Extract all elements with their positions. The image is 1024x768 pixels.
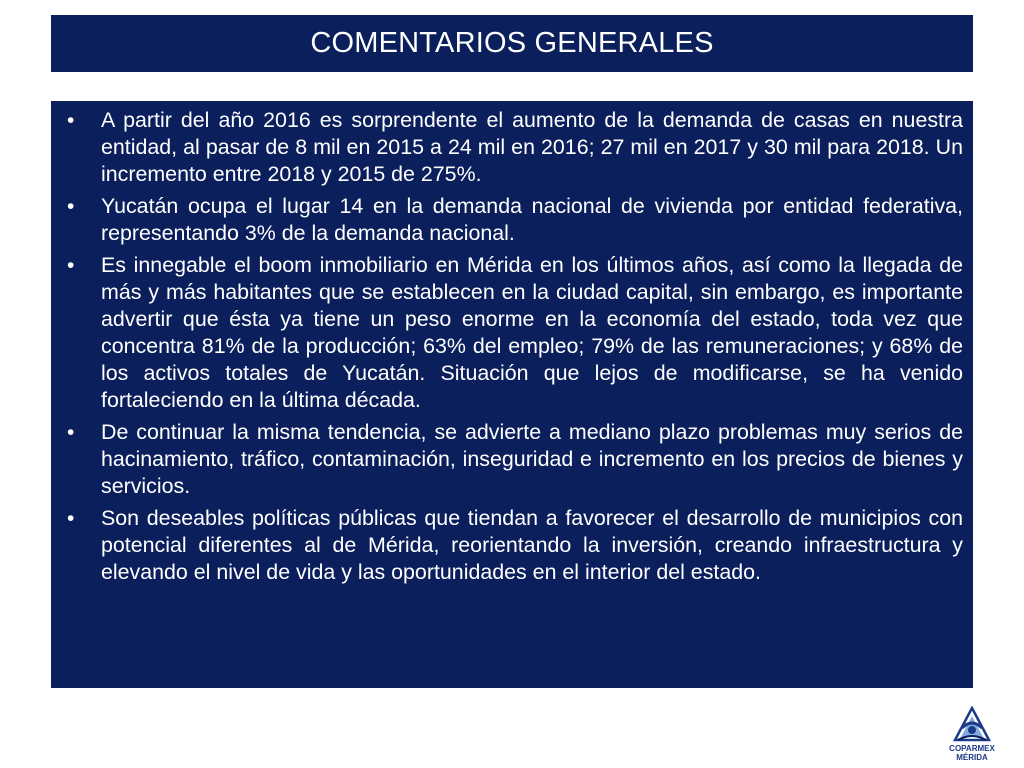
bullet-dot-icon: • [67,507,75,530]
bullet-text: De continuar la misma tendencia, se advierte a mediano plazo problemas muy serios de hacinamiento, tráfico, contaminación, inseguridad e incremento en los precios de bienes y servicios. [101,420,963,498]
bullet-dot-icon: • [67,195,75,218]
logo-text-line1: COPARMEX [949,744,995,753]
bullet-dot-icon: • [67,254,75,277]
page-title: COMENTARIOS GENERALES [310,27,714,59]
bullet-dot-icon: • [67,421,75,444]
bullet-text: A partir del año 2016 es sorprendente el aumento de la demanda de casas en nuestra entidad, al pasar de 8 mil en 2015 a 24 mil en 2016; 27 mil en 2017 y 30 mil para 2018. Un incremento entre 2018 y 2015 de 275%. [101,108,963,186]
content-panel [51,101,973,688]
bullet-dot-icon: • [67,109,75,132]
title-bar [51,15,973,72]
bullet-text: Son deseables políticas públicas que tiendan a favorecer el desarrollo de municipios con potencial diferentes al de Mérida, reorientando la inversión, creando infraestructura y elevando el nivel de vida y las oportunidades en el interior del estado. [101,506,963,584]
coparmex-logo [940,706,1004,764]
bullet-item [61,419,963,500]
bullet-text: Yucatán ocupa el lugar 14 en la demanda nacional de vivienda por entidad federativa, representando 3% de la demanda nacional. [101,194,963,245]
bullet-list [61,107,963,586]
bullet-item [61,252,963,414]
bullet-text: Es innegable el boom inmobiliario en Mérida en los últimos años, así como la llegada de más y más habitantes que se establecen en la ciudad capital, sin embargo, es importante advertir que ésta ya tiene un peso enorme en la economía del estado, toda vez que concentra 81% de la producción; 63% del empleo; 79% de las remuneraciones; y 68% de los activos totales de Yucatán. Situación que lejos de modificarse, se ha venido fortaleciendo en la última década. [101,253,963,412]
bullet-item [61,505,963,586]
coparmex-logo-icon [952,706,992,744]
bullet-item [61,193,963,247]
bullet-item [61,107,963,188]
logo-text-line2: MÉRIDA [956,753,988,762]
